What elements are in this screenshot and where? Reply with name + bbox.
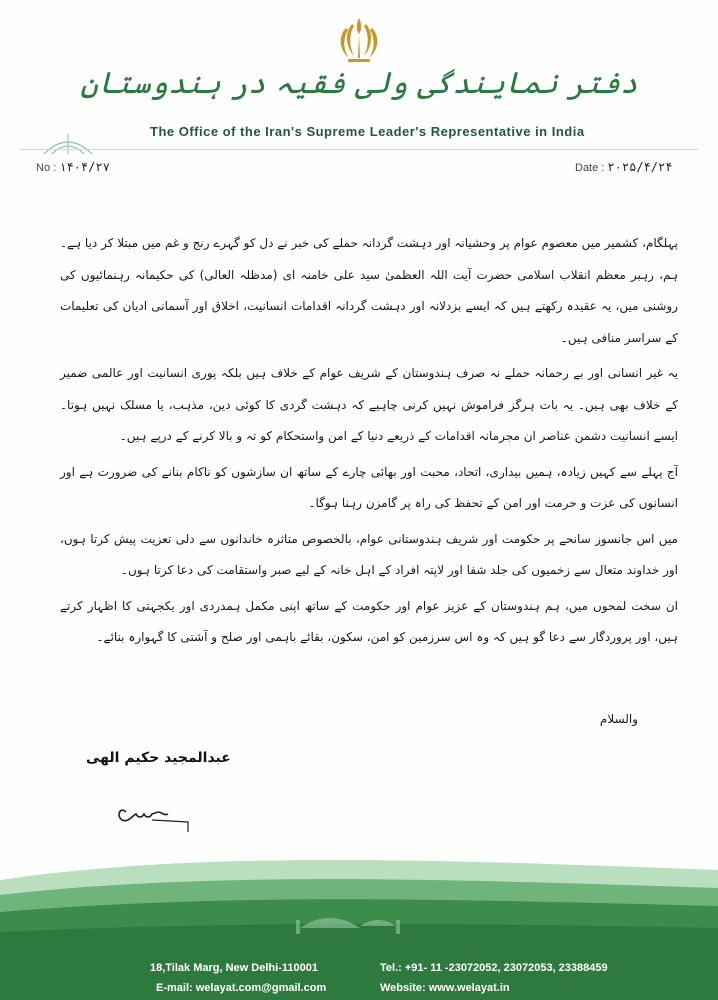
- paragraph-5: ان سخت لمحوں میں، ہم ہندوستان کے عزیز عوام اور حکومت کے ساتھ اپنی مکمل ہمدردی اور یکجہتی کا اظہار کرتے ہیں، اور پروردگار سے دعا گو ہیں کہ وہ اس سرزمین کو امن، سکون، بقائے باہمی اور صلح و آشتی کا گہوارہ بنائے۔: [60, 598, 678, 644]
- letter-footer: [0, 840, 718, 1000]
- date-label: Date :: [575, 162, 605, 174]
- paragraph-4: میں اس جانسوز سانحے پر حکومت اور شریف ہندوستانی عوام، بالخصوص متاثرہ خاندانوں سے دلی تعزیت پیش کرتا ہوں، اور خداوند متعال سے زخمیوں کی جلد شفا اور لاپتہ افراد کے اہل خانہ کے لیے صبر واستقامت کی دعا کرتا ہوں۔: [60, 531, 678, 577]
- closing-salutation: والسلام: [599, 712, 638, 726]
- dome-ornament-icon: [40, 132, 96, 154]
- no-value: ۱۴۰۴/۲۷: [59, 160, 110, 174]
- header-divider: [20, 149, 698, 150]
- office-urdu-title: دفتر نمایندگی ولی فقیہ در ہندوستان: [80, 66, 638, 101]
- date-value: ۲۰۲۵/۴/۲۴: [607, 160, 673, 174]
- no-label: No :: [36, 162, 57, 174]
- paragraph-2: یہ غیر انسانی اور بے رحمانہ حملے نہ صرف ہندوستان کے شریف عوام کے خلاف ہیں بلکہ پوری انسانیت اور عالمی ضمیر کے خلاف بھی ہیں۔ یہ بات ہرگز فراموش نہیں کرنی چاہیے کہ دہشت گردی کا کوئی دین، مذہب، یا مسلک نہیں ہوتا۔ ایسے انسانیت دشمن عناصر ان مجرمانہ اقدامات کے ذریعے دنیا کے امن واستحکام کو تہ و بالا کرنے کے درپے ہیں۔: [60, 366, 678, 443]
- footer-wave-graphic: [0, 840, 718, 1000]
- letter-date: [575, 160, 672, 174]
- paragraph-3: آج پہلے سے کہیں زیادہ، ہمیں بیداری، اتحاد، محبت اور بھائی چارے کے ساتھ ان سازشوں کو ناکام بنانے کی ضرورت ہے اور انسانوں کی عزت و حرمت اور امن کے تحفظ کی راہ پر گامزن رہنا ہوگا۔: [60, 464, 678, 510]
- footer-telephone: Tel.: +91- 11 -23072052, 23072053, 23388459: [380, 962, 608, 974]
- footer-email[interactable]: E-mail: welayat.com@gmail.com: [156, 982, 327, 994]
- reference-number: [36, 160, 110, 174]
- office-english-title: The Office of the Iran's Supreme Leader's Representative in India: [150, 124, 585, 139]
- handwritten-signature: [112, 790, 192, 836]
- paragraph-1: پہلگام، کشمیر میں معصوم عوام پر وحشیانہ اور دہشت گردانہ حملے کی خبر نے دل کو گہرے رنج و غم میں مبتلا کر دیا ہے۔ ہم، رہبر معظم انقلاب اسلامی حضرت آیت اللہ العظمیٰ سید علی خامنہ ای (مدظلہ العالی) کی حکیمانہ رہنمائیوں کی روشنی میں، یہ عقیدہ رکھتے ہیں کہ ایسے بزدلانہ اور دہشت گردانہ اقدامات انسانیت، اخلاق اور آسمانی ادیان کی تعلیمات کے سراسر منافی ہیں۔: [60, 236, 678, 345]
- signatory-name: عبدالمجید حکیم الهی: [86, 750, 231, 766]
- footer-website[interactable]: Website: www.welayat.in: [380, 982, 510, 994]
- footer-address: 18,Tilak Marg, New Delhi-110001: [150, 962, 318, 974]
- letter-body: [60, 228, 678, 658]
- iran-emblem-icon: [334, 14, 384, 66]
